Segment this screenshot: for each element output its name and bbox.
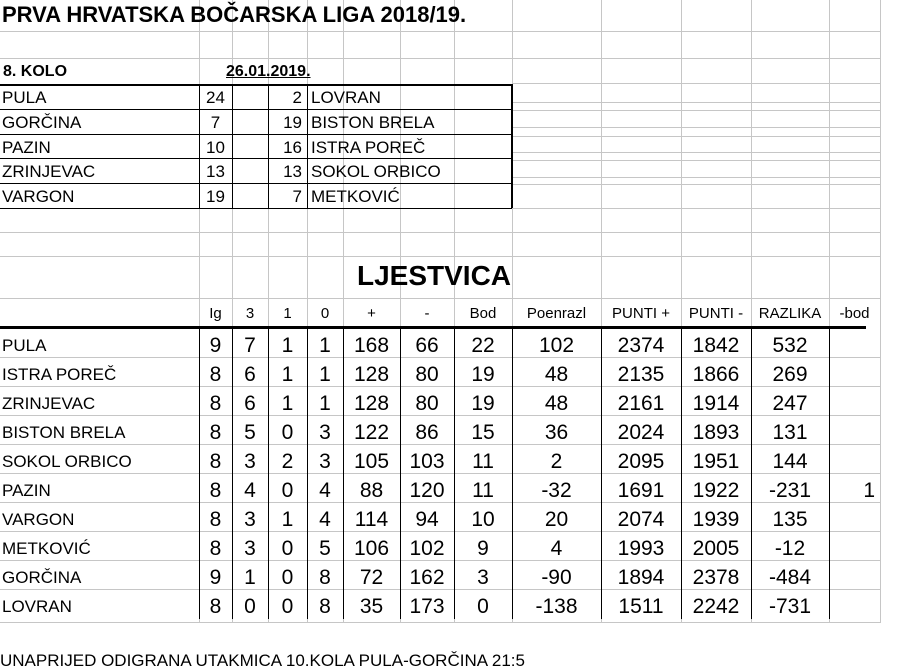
- match-home: PAZIN: [2, 138, 51, 157]
- stat-cell: 20: [544, 508, 569, 531]
- grid-hline: [512, 83, 881, 84]
- stat-cell: 86: [415, 421, 439, 444]
- grid-hline: [0, 502, 881, 503]
- grid-hline: [0, 298, 881, 299]
- header-cell: -: [424, 305, 430, 322]
- stat-cell: 102: [409, 537, 445, 560]
- stat-cell: 2005: [692, 537, 740, 560]
- stat-cell: 2: [550, 450, 563, 473]
- stat-cell: 1993: [617, 537, 665, 560]
- match-col-line: [307, 84, 308, 208]
- stat-cell: 3: [244, 450, 256, 473]
- grid-hline: [0, 386, 881, 387]
- stat-cell: 80: [415, 363, 439, 386]
- stat-cell: 1922: [692, 479, 740, 502]
- match-away: BISTON BRELA: [311, 113, 435, 132]
- grid-hline: [0, 531, 881, 532]
- match-away-score: 13: [283, 162, 302, 181]
- round-label: 8. KOLO: [3, 63, 68, 80]
- stat-cell: 2: [281, 450, 294, 473]
- match-away: SOKOL ORBICO: [311, 162, 441, 181]
- header-cell: Ig: [209, 305, 222, 322]
- header-cell: 0: [320, 305, 330, 322]
- stat-cell: 103: [409, 450, 445, 473]
- stat-cell: 1: [281, 508, 294, 531]
- stat-cell: 1894: [617, 566, 665, 589]
- stat-cell: 0: [281, 479, 294, 502]
- stat-cell: -484: [768, 566, 812, 589]
- stat-cell: 8: [209, 392, 222, 415]
- stat-cell: 131: [772, 421, 808, 444]
- team-name: PULA: [2, 336, 47, 355]
- grid-hline: [0, 560, 881, 561]
- stat-cell: 122: [353, 421, 390, 444]
- stat-cell: 2095: [617, 450, 665, 473]
- header-cell: PUNTI +: [612, 305, 670, 322]
- grid-hline: [512, 177, 881, 178]
- grid-hline: [0, 444, 881, 445]
- round-date: 26.01.2019.: [226, 63, 311, 80]
- stat-cell: 94: [415, 508, 439, 531]
- stat-cell: 120: [409, 479, 445, 502]
- header-cell: PUNTI -: [688, 305, 744, 322]
- stat-cell: 0: [244, 595, 256, 618]
- stat-cell: 8: [209, 479, 222, 502]
- stat-cell: 173: [409, 595, 445, 618]
- stat-cell: 1: [319, 363, 331, 386]
- stat-cell: 2135: [617, 363, 665, 386]
- stat-cell: 11: [472, 450, 494, 473]
- match-home-score: 10: [206, 138, 225, 157]
- match-col-line: [232, 84, 233, 208]
- stat-cell: 128: [353, 363, 390, 386]
- stat-cell: 162: [409, 566, 445, 589]
- stat-cell: 4: [244, 479, 256, 502]
- stat-cell: 2242: [692, 595, 740, 618]
- grid-hline: [0, 357, 881, 358]
- match-away: LOVRAN: [311, 88, 381, 107]
- stat-cell: 2074: [617, 508, 665, 531]
- league-title: PRVA HRVATSKA BOČARSKA LIGA 2018/19.: [2, 2, 467, 27]
- header-cell: 1: [283, 305, 292, 322]
- stat-cell: 80: [415, 392, 439, 415]
- stat-cell: 8: [209, 363, 222, 386]
- team-name: GORČINA: [2, 568, 82, 587]
- stat-cell: 5: [244, 421, 256, 444]
- grid-hline: [512, 136, 881, 137]
- match-away: ISTRA POREČ: [311, 138, 426, 157]
- match-home: ZRINJEVAC: [2, 162, 96, 181]
- standings-col-line: [829, 329, 830, 619]
- stat-cell: 8: [319, 566, 331, 589]
- stat-cell: 7: [244, 334, 256, 357]
- stat-cell: 2161: [617, 392, 665, 415]
- stat-cell: 3: [319, 421, 331, 444]
- stat-cell: 1691: [617, 479, 665, 502]
- stat-cell: 8: [209, 421, 222, 444]
- stat-cell: 8: [209, 508, 222, 531]
- team-name: LOVRAN: [2, 597, 72, 616]
- stat-cell: -731: [768, 595, 812, 618]
- stat-cell: 9: [209, 566, 222, 589]
- stat-cell: 106: [353, 537, 390, 560]
- match-home: VARGON: [2, 187, 75, 206]
- team-name: ISTRA POREČ: [2, 365, 117, 384]
- stat-cell: 3: [477, 566, 489, 589]
- header-underline: [0, 326, 866, 329]
- stat-cell: 48: [544, 392, 569, 415]
- grid-vline: [880, 0, 881, 622]
- header-cell: Bod: [469, 305, 497, 322]
- stat-cell: 1: [281, 392, 294, 415]
- stat-cell: 532: [772, 334, 808, 357]
- stat-cell: 4: [319, 479, 331, 502]
- grid-hline: [512, 160, 881, 161]
- match-row-line: [0, 183, 512, 184]
- grid-hline: [0, 31, 881, 32]
- match-box-right: [511, 84, 513, 208]
- stat-cell: 4: [319, 508, 331, 531]
- team-name: PAZIN: [2, 481, 51, 500]
- stat-cell: 72: [359, 566, 384, 589]
- stat-cell: -231: [768, 479, 812, 502]
- stat-cell: 269: [772, 363, 808, 386]
- stat-cell: 19: [471, 363, 495, 386]
- stat-cell: 9: [209, 334, 222, 357]
- stat-cell: 8: [209, 595, 222, 618]
- stat-cell: 144: [772, 450, 808, 473]
- stat-cell: 2024: [617, 421, 665, 444]
- stat-cell: 1511: [618, 595, 664, 618]
- match-row-line: [0, 134, 512, 135]
- match-away-score: 2: [292, 88, 302, 107]
- stat-cell: 8: [319, 595, 331, 618]
- grid-hline: [512, 102, 881, 103]
- stat-cell: 48: [544, 363, 569, 386]
- stat-cell: 11: [472, 479, 494, 502]
- match-home-score: 19: [206, 187, 225, 206]
- stat-cell: 6: [244, 392, 256, 415]
- grid-hline: [512, 184, 881, 185]
- team-name: METKOVIĆ: [2, 539, 91, 558]
- stat-cell: 4: [550, 537, 563, 560]
- footnote: UNAPRIJED ODIGRANA UTAKMICA 10.KOLA PULA-GORČINA 21:5: [0, 651, 525, 670]
- stat-cell: 5: [319, 537, 331, 560]
- grid-hline: [512, 152, 881, 153]
- stat-cell: 102: [538, 334, 575, 357]
- match-row-line: [0, 158, 512, 159]
- stat-cell: 6: [244, 363, 256, 386]
- stat-cell: 10: [471, 508, 495, 531]
- team-name: ZRINJEVAC: [2, 394, 96, 413]
- match-home-score: 24: [206, 88, 225, 107]
- stat-cell: 15: [471, 421, 495, 444]
- stat-cell: 0: [281, 566, 294, 589]
- stat-cell: 1914: [692, 392, 740, 415]
- stat-cell: 1951: [692, 450, 740, 473]
- grid-hline: [0, 256, 881, 257]
- stat-cell: -32: [541, 479, 572, 502]
- stat-cell: 1939: [692, 508, 740, 531]
- grid-hline: [0, 58, 881, 59]
- stat-cell: 2374: [617, 334, 665, 357]
- stat-cell: 1: [244, 566, 256, 589]
- stat-cell: 0: [281, 537, 294, 560]
- match-box-top: [0, 84, 512, 86]
- stat-cell: 0: [281, 595, 294, 618]
- grid-hline: [0, 415, 881, 416]
- stat-cell: 19: [471, 392, 495, 415]
- stat-cell: 1893: [692, 421, 740, 444]
- stat-cell: 66: [415, 334, 439, 357]
- stat-cell: 8: [209, 537, 222, 560]
- stat-cell: 35: [359, 595, 384, 618]
- stat-cell: 3: [244, 508, 256, 531]
- standings-title: LJESTVICA: [357, 260, 512, 291]
- team-name: SOKOL ORBICO: [2, 452, 132, 471]
- stat-cell: 0: [281, 421, 294, 444]
- stat-cell: 1: [281, 363, 294, 386]
- stat-cell: 1: [281, 334, 294, 357]
- header-cell: Poenrazl: [526, 305, 587, 322]
- penalty-points: 1: [863, 479, 875, 502]
- stat-cell: 247: [772, 392, 808, 415]
- team-name: VARGON: [2, 510, 75, 529]
- grid-hline: [0, 622, 881, 623]
- stat-cell: 1866: [692, 363, 740, 386]
- grid-hline: [0, 232, 881, 233]
- stat-cell: 128: [353, 392, 390, 415]
- stat-cell: 8: [209, 450, 222, 473]
- grid-hline: [512, 127, 881, 128]
- stat-cell: 105: [353, 450, 390, 473]
- stat-cell: 2378: [692, 566, 740, 589]
- stat-cell: 36: [544, 421, 569, 444]
- match-home-score: 7: [210, 113, 221, 132]
- stat-cell: 88: [359, 479, 384, 502]
- grid-hline: [0, 589, 881, 590]
- stat-cell: 0: [477, 595, 489, 618]
- match-away-score: 7: [292, 187, 302, 206]
- match-home-score: 13: [206, 162, 225, 181]
- stat-cell: 135: [772, 508, 808, 531]
- header-cell: 3: [245, 305, 255, 322]
- stat-cell: -12: [774, 537, 806, 560]
- stat-cell: -138: [535, 595, 578, 618]
- header-cell: RAZLIKA: [758, 305, 822, 322]
- match-away-score: 19: [283, 113, 302, 132]
- header-cell: -bod: [839, 305, 870, 322]
- grid-hline: [0, 473, 881, 474]
- match-row-line: [0, 208, 512, 209]
- stat-cell: -90: [541, 566, 572, 589]
- stat-cell: 22: [471, 334, 495, 357]
- match-home: PULA: [2, 88, 47, 107]
- stat-cell: 3: [244, 537, 256, 560]
- stat-cell: 3: [319, 450, 331, 473]
- stat-cell: 114: [354, 508, 389, 531]
- stat-cell: 168: [353, 334, 390, 357]
- match-away: METKOVIĆ: [311, 187, 400, 206]
- stat-cell: 1842: [692, 334, 740, 357]
- header-cell: +: [367, 305, 376, 322]
- match-row-line: [0, 109, 512, 110]
- match-away-score: 16: [283, 138, 302, 157]
- stat-cell: 1: [319, 334, 331, 357]
- team-name: BISTON BRELA: [2, 423, 126, 442]
- stat-cell: 1: [319, 392, 331, 415]
- match-home: GORČINA: [2, 113, 82, 132]
- stat-cell: 9: [477, 537, 489, 560]
- grid-hline: [512, 110, 881, 111]
